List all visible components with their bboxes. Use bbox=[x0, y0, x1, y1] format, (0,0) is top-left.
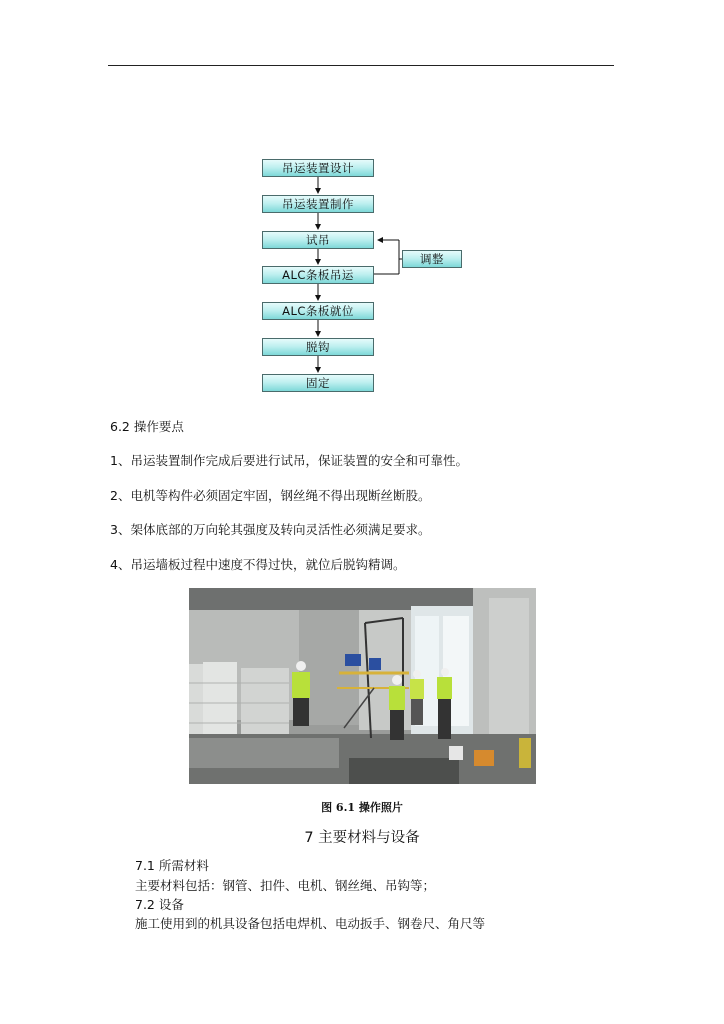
flow-step-design: 吊运装置设计 bbox=[262, 159, 374, 177]
flow-step-alc-hoisting: ALC条板吊运 bbox=[262, 266, 374, 284]
section-6-2-heading: 6.2 操作要点 bbox=[110, 419, 184, 434]
flow-step-unhook: 脱钩 bbox=[262, 338, 374, 356]
equipment-line: 施工使用到的机具设备包括电焊机、电动扳手、钢卷尺、角尺等 bbox=[135, 916, 486, 931]
flow-step-alc-positioning: ALC条板就位 bbox=[262, 302, 374, 320]
figure-caption: 图 6.1 操作照片 bbox=[321, 801, 403, 814]
header-rule bbox=[108, 65, 614, 66]
section-7-2-heading: 7.2 设备 bbox=[135, 897, 184, 912]
flow-step-fix: 固定 bbox=[262, 374, 374, 392]
section-7-title: 7 主要材料与设备 bbox=[304, 830, 420, 846]
list-item: 4、吊运墙板过程中速度不得过快，就位后脱钩精调。 bbox=[110, 557, 406, 572]
flow-step-adjust: 调整 bbox=[402, 250, 462, 268]
section-7-1-heading: 7.1 所需材料 bbox=[135, 858, 209, 873]
flow-step-fabricate: 吊运装置制作 bbox=[262, 195, 374, 213]
list-item: 3、架体底部的万向轮其强度及转向灵活性必须满足要求。 bbox=[110, 522, 431, 537]
list-item: 1、吊运装置制作完成后要进行试吊，保证装置的安全和可靠性。 bbox=[110, 453, 468, 468]
list-item: 2、电机等构件必须固定牢固，钢丝绳不得出现断丝断股。 bbox=[110, 488, 431, 503]
materials-line: 主要材料包括：钢管、扣件、电机、钢丝绳、吊钩等； bbox=[135, 878, 436, 893]
operation-photo bbox=[189, 588, 536, 784]
flow-step-trial-lift: 试吊 bbox=[262, 231, 374, 249]
